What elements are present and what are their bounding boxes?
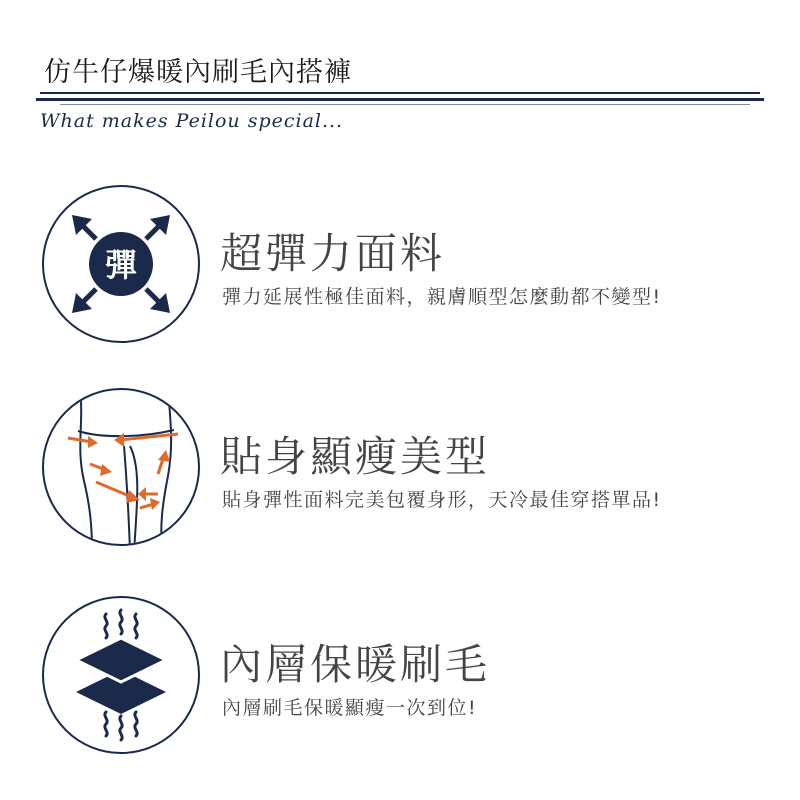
feature-heading: 貼身顯瘦美型	[220, 432, 491, 481]
page-title: 仿牛仔爆暖內刷毛內搭褲	[44, 57, 352, 88]
feature-description: 彈力延展性極佳面料，親膚順型怎麼動都不變型!	[222, 286, 662, 308]
feature-description: 貼身彈性面料完美包覆身形，天冷最佳穿搭單品!	[222, 489, 662, 511]
feature-slimming	[40, 386, 770, 556]
header-divider-bold	[36, 98, 764, 101]
feature-fleece	[40, 594, 770, 764]
header-divider-thin	[60, 104, 750, 105]
warm-fleece-layers-icon	[40, 594, 202, 756]
stretch-arrows-icon	[40, 183, 202, 345]
feature-heading: 超彈力面料	[220, 229, 446, 278]
badge-stretch-label: 彈	[104, 246, 138, 284]
slimming-legs-icon	[40, 386, 202, 548]
header-divider	[40, 92, 760, 94]
feature-stretch	[40, 183, 770, 353]
tagline: What makes Peilou special...	[40, 110, 344, 132]
feature-description: 內層刷毛保暖顯瘦一次到位!	[222, 697, 478, 719]
feature-heading: 內層保暖刷毛	[220, 640, 491, 689]
